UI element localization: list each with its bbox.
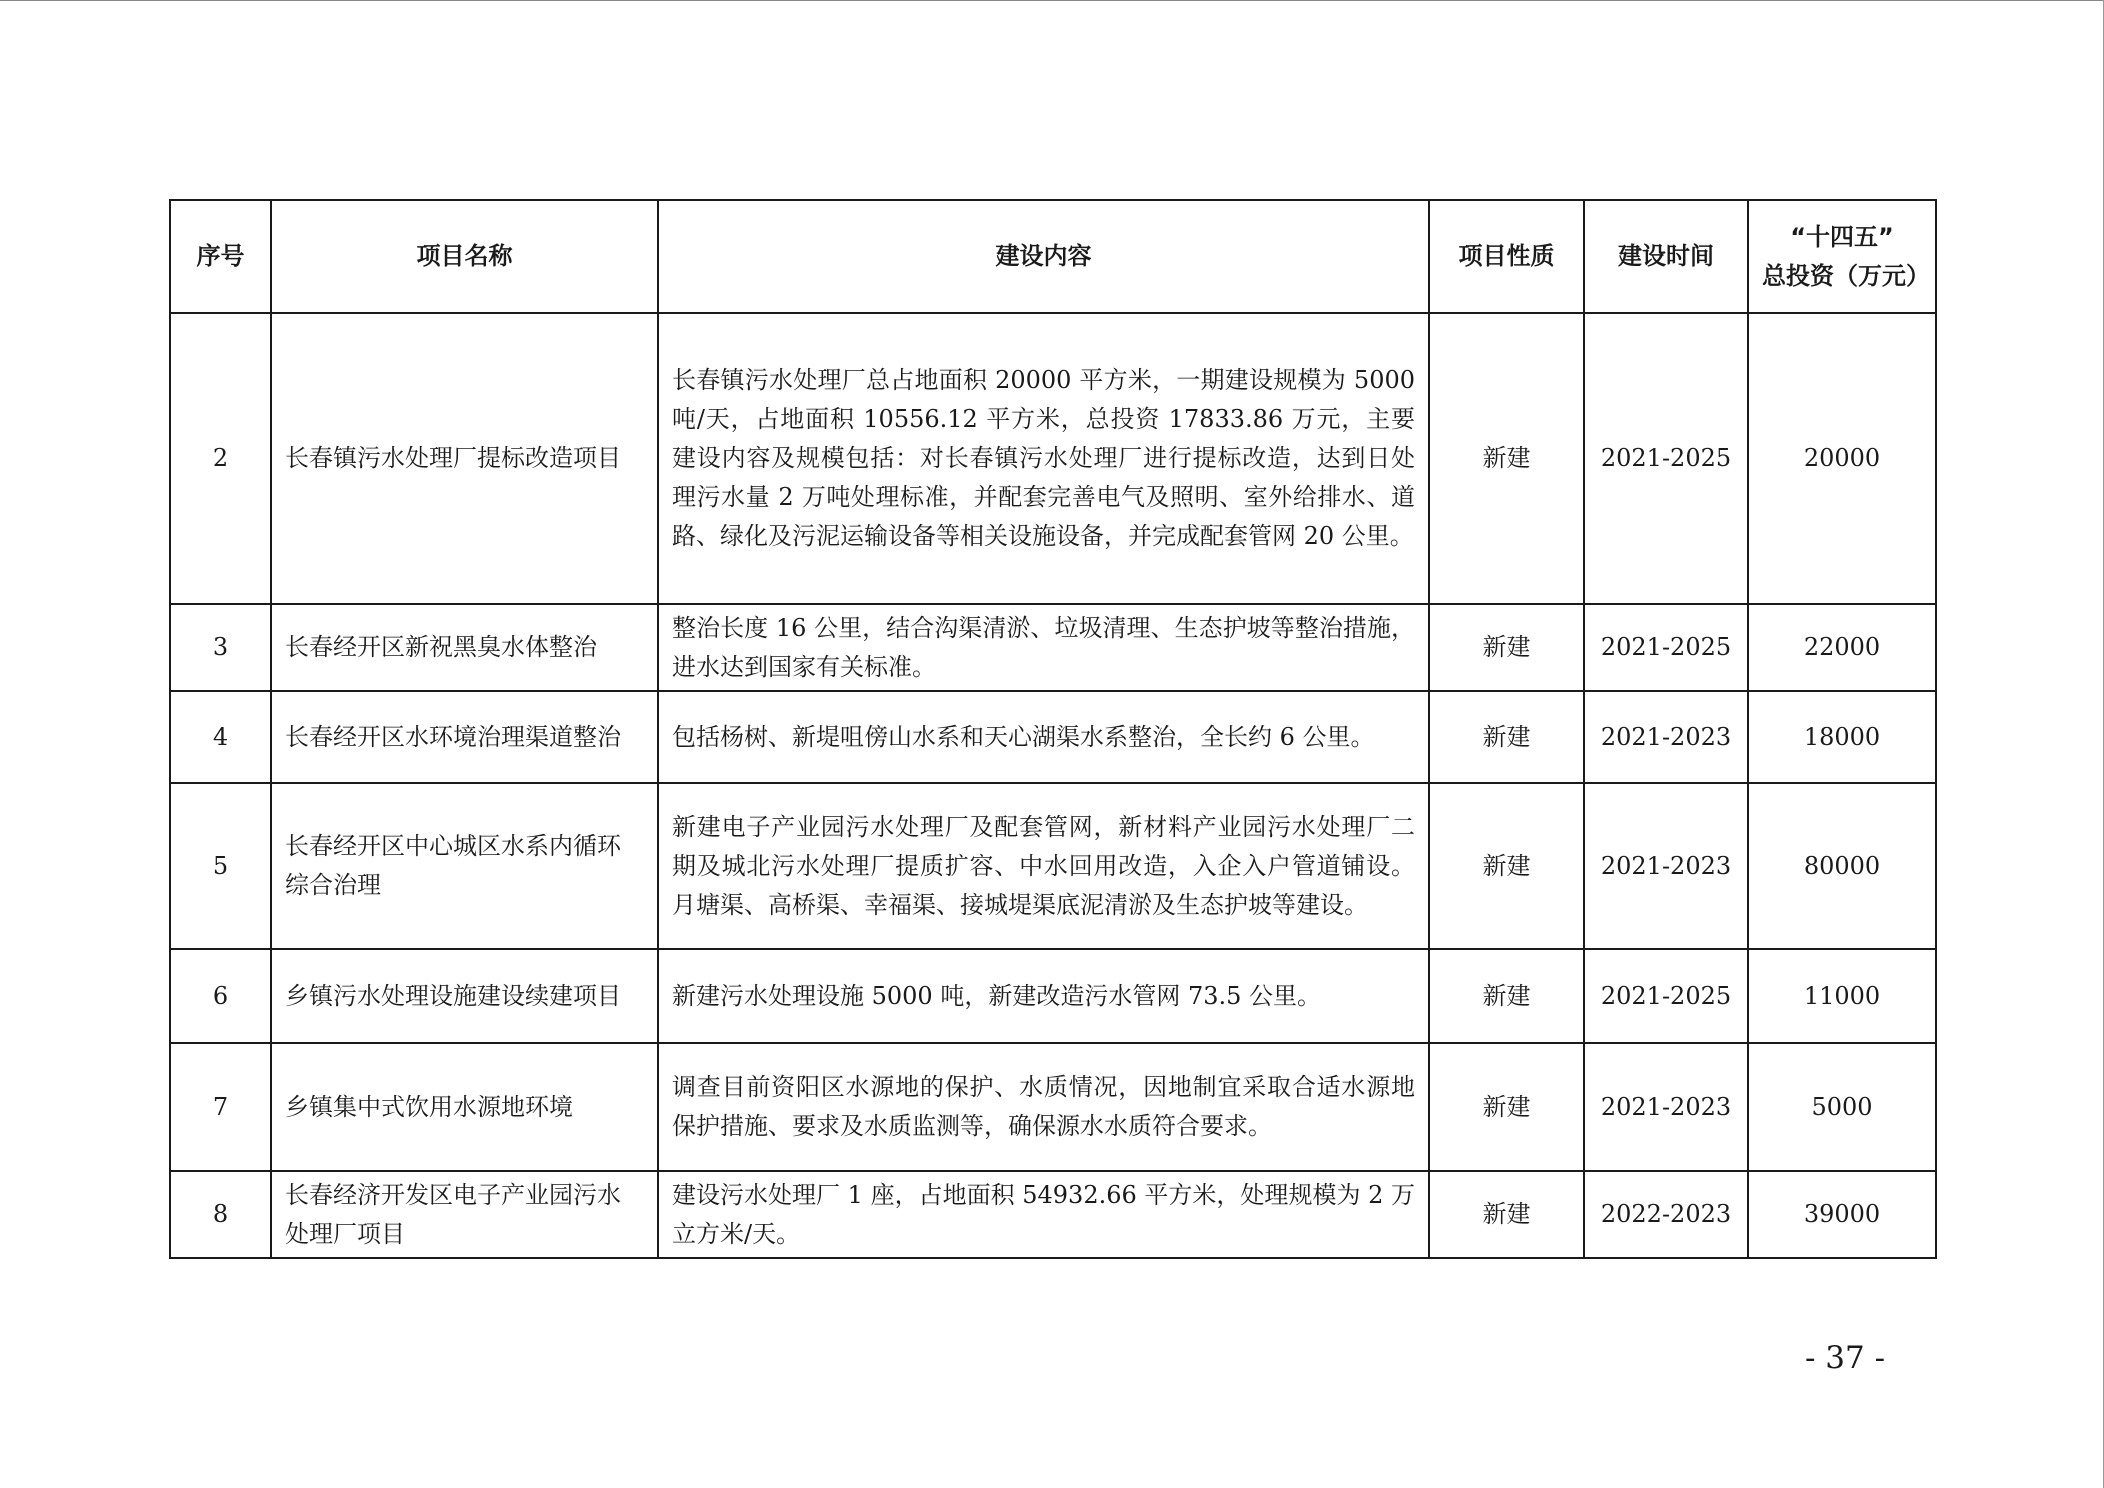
cell-seq: 4 (170, 691, 271, 783)
cell-name: 乡镇集中式饮用水源地环境 (271, 1043, 658, 1171)
table-row (170, 783, 1936, 949)
header-name: 项目名称 (271, 200, 658, 313)
project-table (169, 199, 1937, 1259)
table-row (170, 691, 1936, 783)
cell-investment: 80000 (1748, 783, 1936, 949)
table-row (170, 604, 1936, 691)
cell-nature: 新建 (1429, 1171, 1584, 1258)
header-investment-line1: “十四五” (1790, 222, 1894, 251)
header-nature: 项目性质 (1429, 200, 1584, 313)
table-header-row (170, 200, 1936, 313)
cell-name: 长春经开区水环境治理渠道整治 (271, 691, 658, 783)
cell-name: 长春镇污水处理厂提标改造项目 (271, 313, 658, 604)
cell-nature: 新建 (1429, 949, 1584, 1043)
cell-investment: 20000 (1748, 313, 1936, 604)
cell-content: 建设污水处理厂 1 座，占地面积 54932.66 平方米，处理规模为 2 万立方米/天。 (658, 1171, 1429, 1258)
header-investment-line2: 总投资（万元） (1762, 261, 1930, 290)
header-seq: 序号 (170, 200, 271, 313)
cell-seq: 6 (170, 949, 271, 1043)
cell-name: 乡镇污水处理设施建设续建项目 (271, 949, 658, 1043)
cell-period: 2022-2023 (1584, 1171, 1748, 1258)
cell-seq: 2 (170, 313, 271, 604)
cell-content: 包括杨树、新堤咀傍山水系和天心湖渠水系整治，全长约 6 公里。 (658, 691, 1429, 783)
cell-period: 2021-2025 (1584, 313, 1748, 604)
cell-nature: 新建 (1429, 604, 1584, 691)
cell-period: 2021-2023 (1584, 783, 1748, 949)
cell-investment: 22000 (1748, 604, 1936, 691)
cell-content: 长春镇污水处理厂总占地面积 20000 平方米，一期建设规模为 5000 吨/天，占地面积 10556.12 平方米，总投资 17833.86 万元，主要建设内容及规模包括：对长春镇污水处理厂进行提标改造，达到日处理污水量 2 万吨处理标准，并配套完善电气及照明、室外给排水、道路、绿化及污泥运输设备等相关设施设备，并完成配套管网 20 公里。 (658, 313, 1429, 604)
cell-nature: 新建 (1429, 691, 1584, 783)
cell-content: 调查目前资阳区水源地的保护、水质情况，因地制宜采取合适水源地保护措施、要求及水质监测等，确保源水水质符合要求。 (658, 1043, 1429, 1171)
cell-name: 长春经开区中心城区水系内循环综合治理 (271, 783, 658, 949)
page-top-border (0, 0, 2104, 1)
cell-period: 2021-2023 (1584, 1043, 1748, 1171)
cell-seq: 5 (170, 783, 271, 949)
cell-content: 整治长度 16 公里，结合沟渠清淤、垃圾清理、生态护坡等整治措施，进水达到国家有关标准。 (658, 604, 1429, 691)
cell-investment: 5000 (1748, 1043, 1936, 1171)
cell-nature: 新建 (1429, 1043, 1584, 1171)
cell-name: 长春经济开发区电子产业园污水处理厂项目 (271, 1171, 658, 1258)
cell-name: 长春经开区新祝黑臭水体整治 (271, 604, 658, 691)
header-content: 建设内容 (658, 200, 1429, 313)
header-period: 建设时间 (1584, 200, 1748, 313)
cell-investment: 11000 (1748, 949, 1936, 1043)
table-row (170, 313, 1936, 604)
cell-content: 新建电子产业园污水处理厂及配套管网，新材料产业园污水处理厂二期及城北污水处理厂提质扩容、中水回用改造，入企入户管道铺设。月塘渠、高桥渠、幸福渠、接城堤渠底泥清淤及生态护坡等建设。 (658, 783, 1429, 949)
header-investment (1748, 200, 1936, 313)
cell-seq: 7 (170, 1043, 271, 1171)
table-row (170, 949, 1936, 1043)
cell-investment: 18000 (1748, 691, 1936, 783)
cell-investment: 39000 (1748, 1171, 1936, 1258)
cell-seq: 3 (170, 604, 271, 691)
cell-period: 2021-2023 (1584, 691, 1748, 783)
cell-seq: 8 (170, 1171, 271, 1258)
page-number: - 37 - (1804, 1340, 1886, 1376)
cell-nature: 新建 (1429, 313, 1584, 604)
cell-nature: 新建 (1429, 783, 1584, 949)
cell-content: 新建污水处理设施 5000 吨，新建改造污水管网 73.5 公里。 (658, 949, 1429, 1043)
table-row (170, 1043, 1936, 1171)
table-row (170, 1171, 1936, 1258)
cell-period: 2021-2025 (1584, 949, 1748, 1043)
cell-period: 2021-2025 (1584, 604, 1748, 691)
